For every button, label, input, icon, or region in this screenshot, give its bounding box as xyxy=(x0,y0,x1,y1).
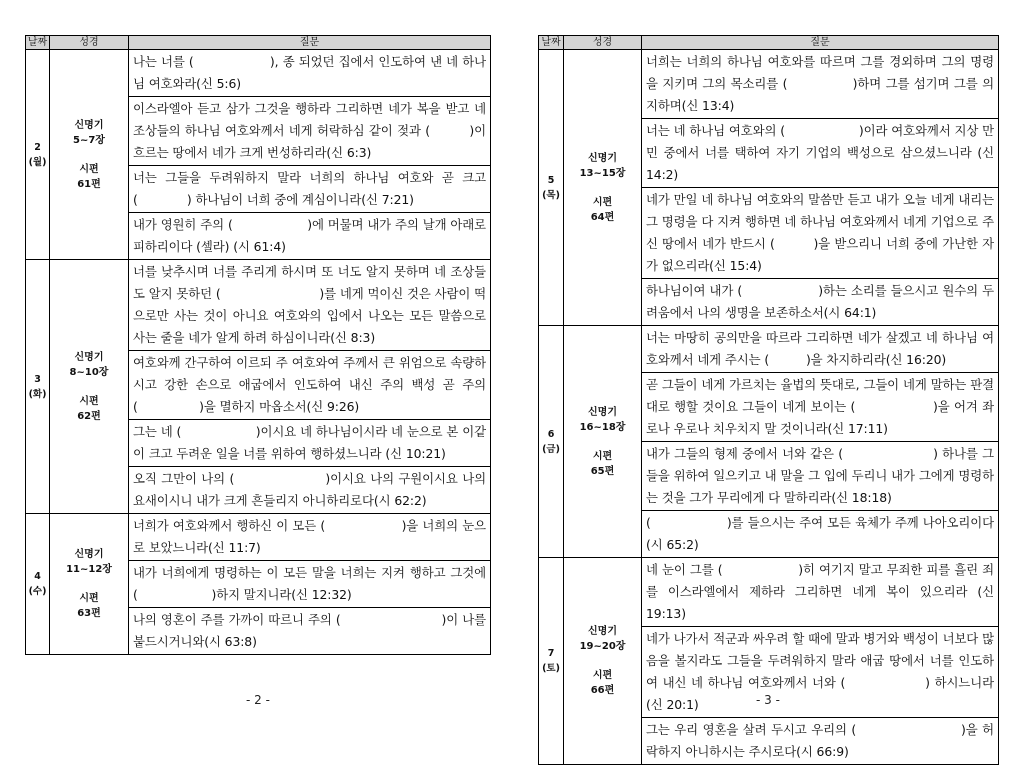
book-chapters: 11~12장 xyxy=(66,564,112,575)
reading-cell xyxy=(564,558,642,765)
question-cell: 오직 그만이 나의 ( )이시요 나의 구원이시요 나의 요새이시니 내가 크게 흔들리지 아니하리로다(시 62:2) xyxy=(129,467,491,514)
page-number-left: - 2 - xyxy=(246,693,270,707)
header-day: 날짜 xyxy=(539,36,564,50)
day-cell xyxy=(539,326,564,558)
psalm-number: 65편 xyxy=(590,465,615,477)
book-name: 신명기 xyxy=(74,549,104,560)
question-cell: 너희는 너희의 하나님 여호와를 따르며 그를 경외하며 그의 명령을 지키며 그의 목소리를 ( )하며 그를 섬기며 그를 의지하며(신 13:4) xyxy=(642,50,999,119)
question-cell: 나의 영혼이 주를 가까이 따르니 주의 ( )이 나를 붙드시거니와(시 63:8) xyxy=(129,608,491,655)
table-row xyxy=(539,558,999,627)
psalm-number: 64편 xyxy=(590,211,615,223)
day-cell xyxy=(26,50,50,260)
day-of-week: (월) xyxy=(28,156,47,168)
question-cell: 나는 너를 ( ), 종 되었던 집에서 인도하여 낸 네 하나님 여호와라(신 5:6) xyxy=(129,50,491,97)
book-chapters: 19~20장 xyxy=(579,641,626,652)
day-cell xyxy=(539,50,564,326)
day-of-week: (목) xyxy=(542,189,560,201)
question-cell: 내가 그들의 형제 중에서 너와 같은 ( ) 하나를 그들을 위하여 일으키고 내 말을 그 입에 두리니 내가 그에게 명령하는 것을 그가 무리에게 다 말하리라(신 18:18) xyxy=(642,442,999,511)
question-table-left xyxy=(25,35,491,655)
question-cell: 너를 낮추시며 너를 주리게 하시며 또 너도 알지 못하며 네 조상들도 알지 못하던 ( )를 네게 먹이신 것은 사람이 떡으로만 사는 것이 아니요 여호와의 입에서 나오는 모든 말씀으로 사는 줄을 네가 알게 하려 하심이니라(신 8:3) xyxy=(129,260,491,351)
question-cell: 네가 만일 네 하나님 여호와의 말씀만 듣고 내가 오늘 네게 내리는 그 명령을 다 지켜 행하면 네 하나님 여호와께서 네게 기업으로 주신 땅에서 네가 반드시 ( )을 받으리니 너희 중에 가난한 자가 없으리라(신 15:4) xyxy=(642,188,999,279)
question-cell: 이스라엘아 듣고 삼가 그것을 행하라 그리하면 네가 복을 받고 네 조상들의 하나님 여호와께서 네게 허락하심 같이 젖과 ( )이 흐르는 땅에서 네가 크게 번성하리라(신 6:3) xyxy=(129,97,491,166)
psalm-label: 시편 xyxy=(79,395,99,407)
question-cell: 너는 마땅히 공의만을 따르라 그리하면 네가 살겠고 네 하나님 여호와께서 네게 주시는 ( )을 차지하리라(신 16:20) xyxy=(642,326,999,373)
reading-cell xyxy=(50,514,129,655)
question-cell: 너는 네 하나님 여호와의 ( )이라 여호와께서 지상 만민 중에서 너를 택하여 자기 기업의 백성으로 삼으셨느니라 (신 14:2) xyxy=(642,119,999,188)
question-cell: 여호와께 간구하여 이르되 주 여호와여 주께서 큰 위엄으로 속량하시고 강한 손으로 애굽에서 인도하여 내신 주의 백성 곧 주의 ( )을 멸하지 마옵소서(신 9:26) xyxy=(129,351,491,420)
page-number-right: - 3 - xyxy=(756,693,780,707)
day-cell xyxy=(539,558,564,765)
reading-cell xyxy=(564,50,642,326)
book-name: 신명기 xyxy=(74,119,104,131)
book-name: 신명기 xyxy=(588,152,617,164)
question-cell: 네가 나가서 적군과 싸우려 할 때에 말과 병거와 백성이 너보다 많음을 볼지라도 그들을 두려워하지 말라 애굽 땅에서 너를 인도하여 내신 네 하나님 여호와께서 너와 ( ) 하시느니라(신 20:1) xyxy=(642,627,999,718)
question-cell: 너희가 여호와께서 행하신 이 모든 ( )을 너희의 눈으로 보았느니라(신 11:7) xyxy=(129,514,491,561)
reading-cell xyxy=(564,326,642,558)
question-cell: 내가 너희에게 명령하는 이 모든 말을 너희는 지켜 행하고 그것에 ( )하지 말지니라(신 12:32) xyxy=(129,561,491,608)
day-cell xyxy=(26,514,50,655)
question-cell: 곧 그들이 네게 가르치는 율법의 뜻대로, 그들이 네게 말하는 판결대로 행할 것이요 그들이 네게 보이는 ( )을 어겨 좌로나 우로나 치우치지 말 것이니라(신 17:11) xyxy=(642,373,999,442)
left-page xyxy=(25,35,491,655)
table-row xyxy=(26,514,491,561)
day-number: 2 xyxy=(34,141,41,153)
psalm-label: 시편 xyxy=(79,163,99,175)
psalm-label: 시편 xyxy=(592,450,613,462)
day-number: 4 xyxy=(34,571,41,582)
right-page xyxy=(538,35,999,765)
header-day: 날짜 xyxy=(26,36,50,50)
book-name: 신명기 xyxy=(74,351,104,363)
reading-cell xyxy=(50,50,129,260)
day-of-week: (화) xyxy=(28,388,47,400)
book-chapters: 16~18장 xyxy=(579,421,626,433)
question-cell: 네 눈이 그를 ( )히 여기지 말고 무죄한 피를 흘린 죄를 이스라엘에서 제하라 그리하면 네게 복이 있으리라 (신 19:13) xyxy=(642,558,999,627)
day-of-week: (금) xyxy=(542,443,560,455)
header-question: 질문 xyxy=(642,36,999,50)
question-cell: 내가 영원히 주의 ( )에 머물며 내가 주의 날개 아래로 피하리이다 (셀라) (시 61:4) xyxy=(129,213,491,260)
psalm-number: 63편 xyxy=(77,608,101,619)
psalm-number: 62편 xyxy=(77,410,101,422)
psalm-label: 시편 xyxy=(79,593,99,604)
question-cell: 하나님이여 내가 ( )하는 소리를 들으시고 원수의 두려움에서 나의 생명을 보존하소서(시 64:1) xyxy=(642,279,999,326)
day-number: 5 xyxy=(547,174,555,186)
book-chapters: 13~15장 xyxy=(579,167,626,179)
table-row xyxy=(26,260,491,351)
book-name: 신명기 xyxy=(588,406,617,418)
day-cell xyxy=(26,260,50,514)
table-row xyxy=(539,50,999,119)
psalm-number: 66편 xyxy=(590,685,615,696)
header-question: 질문 xyxy=(129,36,491,50)
question-cell: ( )를 들으시는 주여 모든 육체가 주께 나아오리이다 (시 65:2) xyxy=(642,511,999,558)
table-row xyxy=(26,50,491,97)
psalm-label: 시편 xyxy=(592,670,613,681)
question-cell: 그는 우리 영혼을 살려 두시고 우리의 ( )을 허락하지 아니하시는 주시로다(시 66:9) xyxy=(642,718,999,765)
psalm-label: 시편 xyxy=(592,196,613,208)
book-chapters: 5~7장 xyxy=(73,134,105,146)
reading-cell xyxy=(50,260,129,514)
question-cell: 그는 네 ( )이시요 네 하나님이시라 네 눈으로 본 이같이 크고 두려운 일을 너를 위하여 행하셨느니라 (신 10:21) xyxy=(129,420,491,467)
day-number: 7 xyxy=(547,648,555,659)
day-number: 3 xyxy=(34,373,41,385)
day-of-week: (토) xyxy=(542,663,560,674)
question-table-right xyxy=(538,35,999,765)
question-cell: 너는 그들을 두려워하지 말라 너희의 하나님 여호와 곧 크고 ( ) 하나님이 너희 중에 계심이니라(신 7:21) xyxy=(129,166,491,213)
header-book: 성경 xyxy=(564,36,642,50)
header-book: 성경 xyxy=(50,36,129,50)
day-number: 6 xyxy=(547,428,555,440)
psalm-number: 61편 xyxy=(77,178,101,190)
day-of-week: (수) xyxy=(28,586,47,597)
book-chapters: 8~10장 xyxy=(69,366,109,378)
table-row xyxy=(539,326,999,373)
book-name: 신명기 xyxy=(588,626,617,637)
